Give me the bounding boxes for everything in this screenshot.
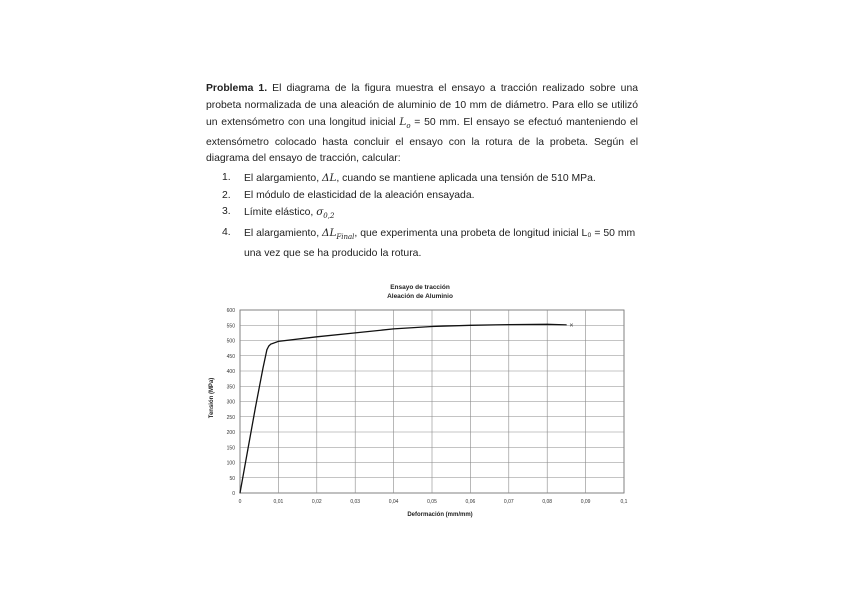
y-tick-label: 300: [226, 399, 235, 406]
y-tick-label: 50: [229, 475, 235, 482]
data-point: [355, 332, 356, 333]
question-list: [222, 170, 642, 262]
x-tick-label: 0: [238, 499, 242, 505]
y-tick-label: 0: [232, 491, 235, 497]
item-number: 2.: [222, 189, 231, 201]
stress-strain-chart: [200, 280, 640, 525]
list-item: [222, 204, 642, 225]
data-point: [432, 326, 433, 327]
item-text: El alargamiento,: [244, 227, 322, 239]
y-tick-label: 250: [226, 414, 235, 421]
item-number: 4.: [222, 226, 231, 238]
list-item: [222, 188, 642, 205]
rupture-marker: ×: [569, 322, 574, 330]
item-text-post: , que experimenta una probeta de longitud inicial L₀ = 50 mm una vez que se ha producido la rotura.: [244, 227, 636, 259]
x-tick-label: 0,02: [311, 499, 322, 505]
chart-subtitle: Aleación de Aluminio: [387, 293, 453, 300]
y-tick-label: 200: [226, 430, 235, 436]
x-tick-label: 0,06: [465, 499, 476, 505]
item-text: El alargamiento,: [244, 173, 322, 184]
item-subscript: 0,2: [323, 212, 335, 221]
intro-subscript: o: [406, 122, 411, 131]
chart-title: Ensayo de tracción: [390, 284, 450, 291]
data-point: [508, 324, 509, 325]
y-tick-label: 500: [226, 338, 235, 345]
item-subscript: Final: [336, 232, 355, 241]
x-axis-label: Deformación (mm/mm): [407, 512, 473, 518]
data-point: [240, 493, 241, 494]
item-number: 3.: [222, 206, 231, 218]
y-tick-label: 450: [226, 353, 235, 360]
data-point: [247, 450, 248, 451]
data-point: [547, 324, 548, 325]
x-tick-label: 0,1: [620, 499, 628, 505]
y-tick-label: 350: [226, 384, 235, 391]
data-point: [316, 336, 317, 337]
problem-statement: [206, 81, 638, 168]
y-tick-label: 600: [226, 308, 235, 314]
data-point: [266, 349, 267, 350]
x-tick-label: 0,04: [388, 499, 399, 505]
y-tick-label: 100: [226, 460, 235, 467]
x-tick-label: 0,08: [542, 499, 553, 505]
problem-heading: Problema 1.: [206, 83, 268, 94]
intro-symbol: L: [399, 116, 407, 129]
intro-text-a: El diagrama de la figura muestra el ensayo a tracción realizado sobre una probeta normalizada de una aleación de aluminio de 10 mm de diámetro. Para ello se utilizó un extensómetro con una longitud inicial: [206, 83, 639, 129]
x-tick-label: 0,01: [273, 499, 284, 505]
y-axis-label: Tensión (MPa): [209, 377, 215, 419]
x-tick-label: 0,05: [427, 499, 437, 505]
x-tick-label: 0,09: [580, 499, 591, 505]
data-point: [278, 341, 279, 342]
y-tick-label: 400: [226, 369, 235, 375]
item-symbol: σ: [316, 206, 324, 219]
intro-text-b: = 50 mm. El ensayo se efectuó manteniendo el extensómetro colocado hasta concluir el ensayo con la rotura de la probeta. Según el diagrama del ensayo de tracción, calcular:: [206, 117, 638, 165]
item-number: 1.: [222, 172, 231, 183]
item-text-post: , cuando se mantiene aplicada una tensión de 510 MPa.: [336, 173, 596, 184]
data-point: [255, 407, 256, 408]
item-text: Límite elástico,: [244, 207, 317, 219]
data-point: [270, 344, 271, 345]
list-item: [222, 225, 642, 262]
data-point: [268, 345, 269, 346]
data-point: [263, 367, 264, 368]
x-tick-label: 0,07: [503, 499, 514, 505]
data-point: [566, 324, 567, 325]
list-item: [222, 170, 642, 188]
data-point: [393, 328, 394, 329]
y-tick-label: 150: [226, 445, 235, 452]
item-text: El módulo de elasticidad de la aleación ensayada.: [244, 189, 475, 201]
item-symbol: ΔL: [321, 172, 337, 184]
data-point: [470, 325, 471, 326]
x-tick-label: 0,03: [350, 499, 361, 505]
item-symbol: ΔL: [321, 226, 337, 239]
y-tick-label: 550: [226, 323, 235, 330]
